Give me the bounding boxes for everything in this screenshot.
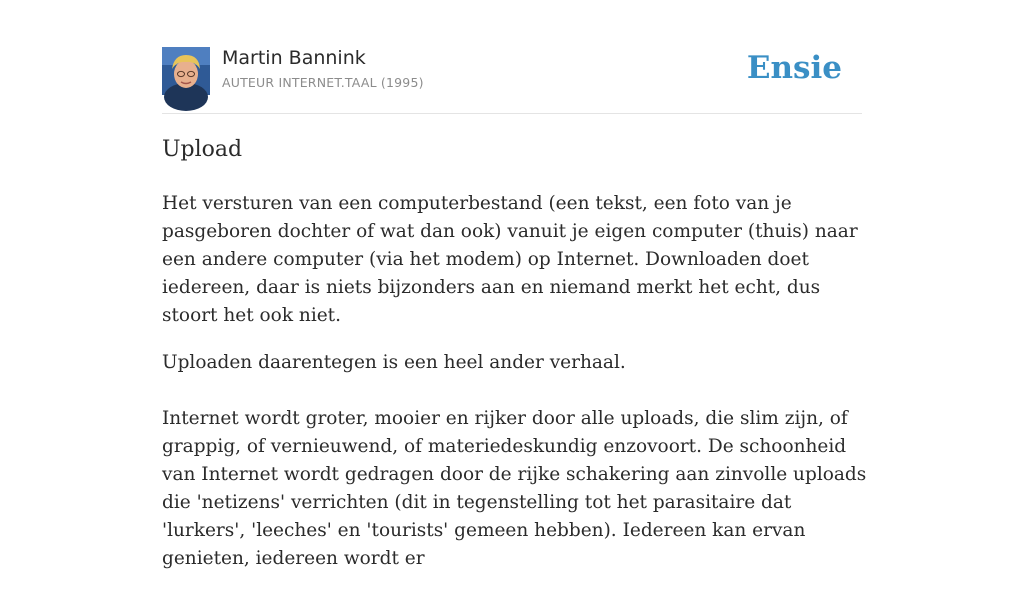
article-paragraph: Uploaden daarentegen is een heel ander verhaal. xyxy=(162,352,626,373)
author-role: AUTEUR INTERNET.TAAL (1995) xyxy=(222,75,424,90)
author-photo-icon xyxy=(162,47,210,95)
article-body xyxy=(162,190,867,592)
brand-logo[interactable]: Ensie xyxy=(746,50,842,86)
author-header xyxy=(162,46,862,96)
header-divider xyxy=(162,113,862,114)
article-paragraph: Het versturen van een computerbestand (een tekst, een foto van je pasgeboren dochter of wat dan ook) vanuit je eigen computer (thuis) naar een andere computer (via het modem) op Internet. Downloaden doet iedereen, daar is niets bijzonders aan en niemand merkt het echt, dus stoort het ook niet. xyxy=(162,193,858,326)
author-avatar[interactable] xyxy=(162,47,210,95)
author-name[interactable]: Martin Bannink xyxy=(222,47,366,69)
article-title: Upload xyxy=(162,137,243,162)
article-paragraph: Internet wordt groter, mooier en rijker door alle uploads, die slim zijn, of grappig, of vernieuwend, of materiedeskundig enzovoort. De schoonheid van Internet wordt gedragen door de rijke schakering aan zinvolle uploads die 'netizens' verrichten (dit in tegenstelling tot het parasitaire dat 'lurkers', 'leeches' en 'tourists' gemeen hebben). Iedereen kan ervan genieten, iedereen wordt er xyxy=(162,408,867,569)
